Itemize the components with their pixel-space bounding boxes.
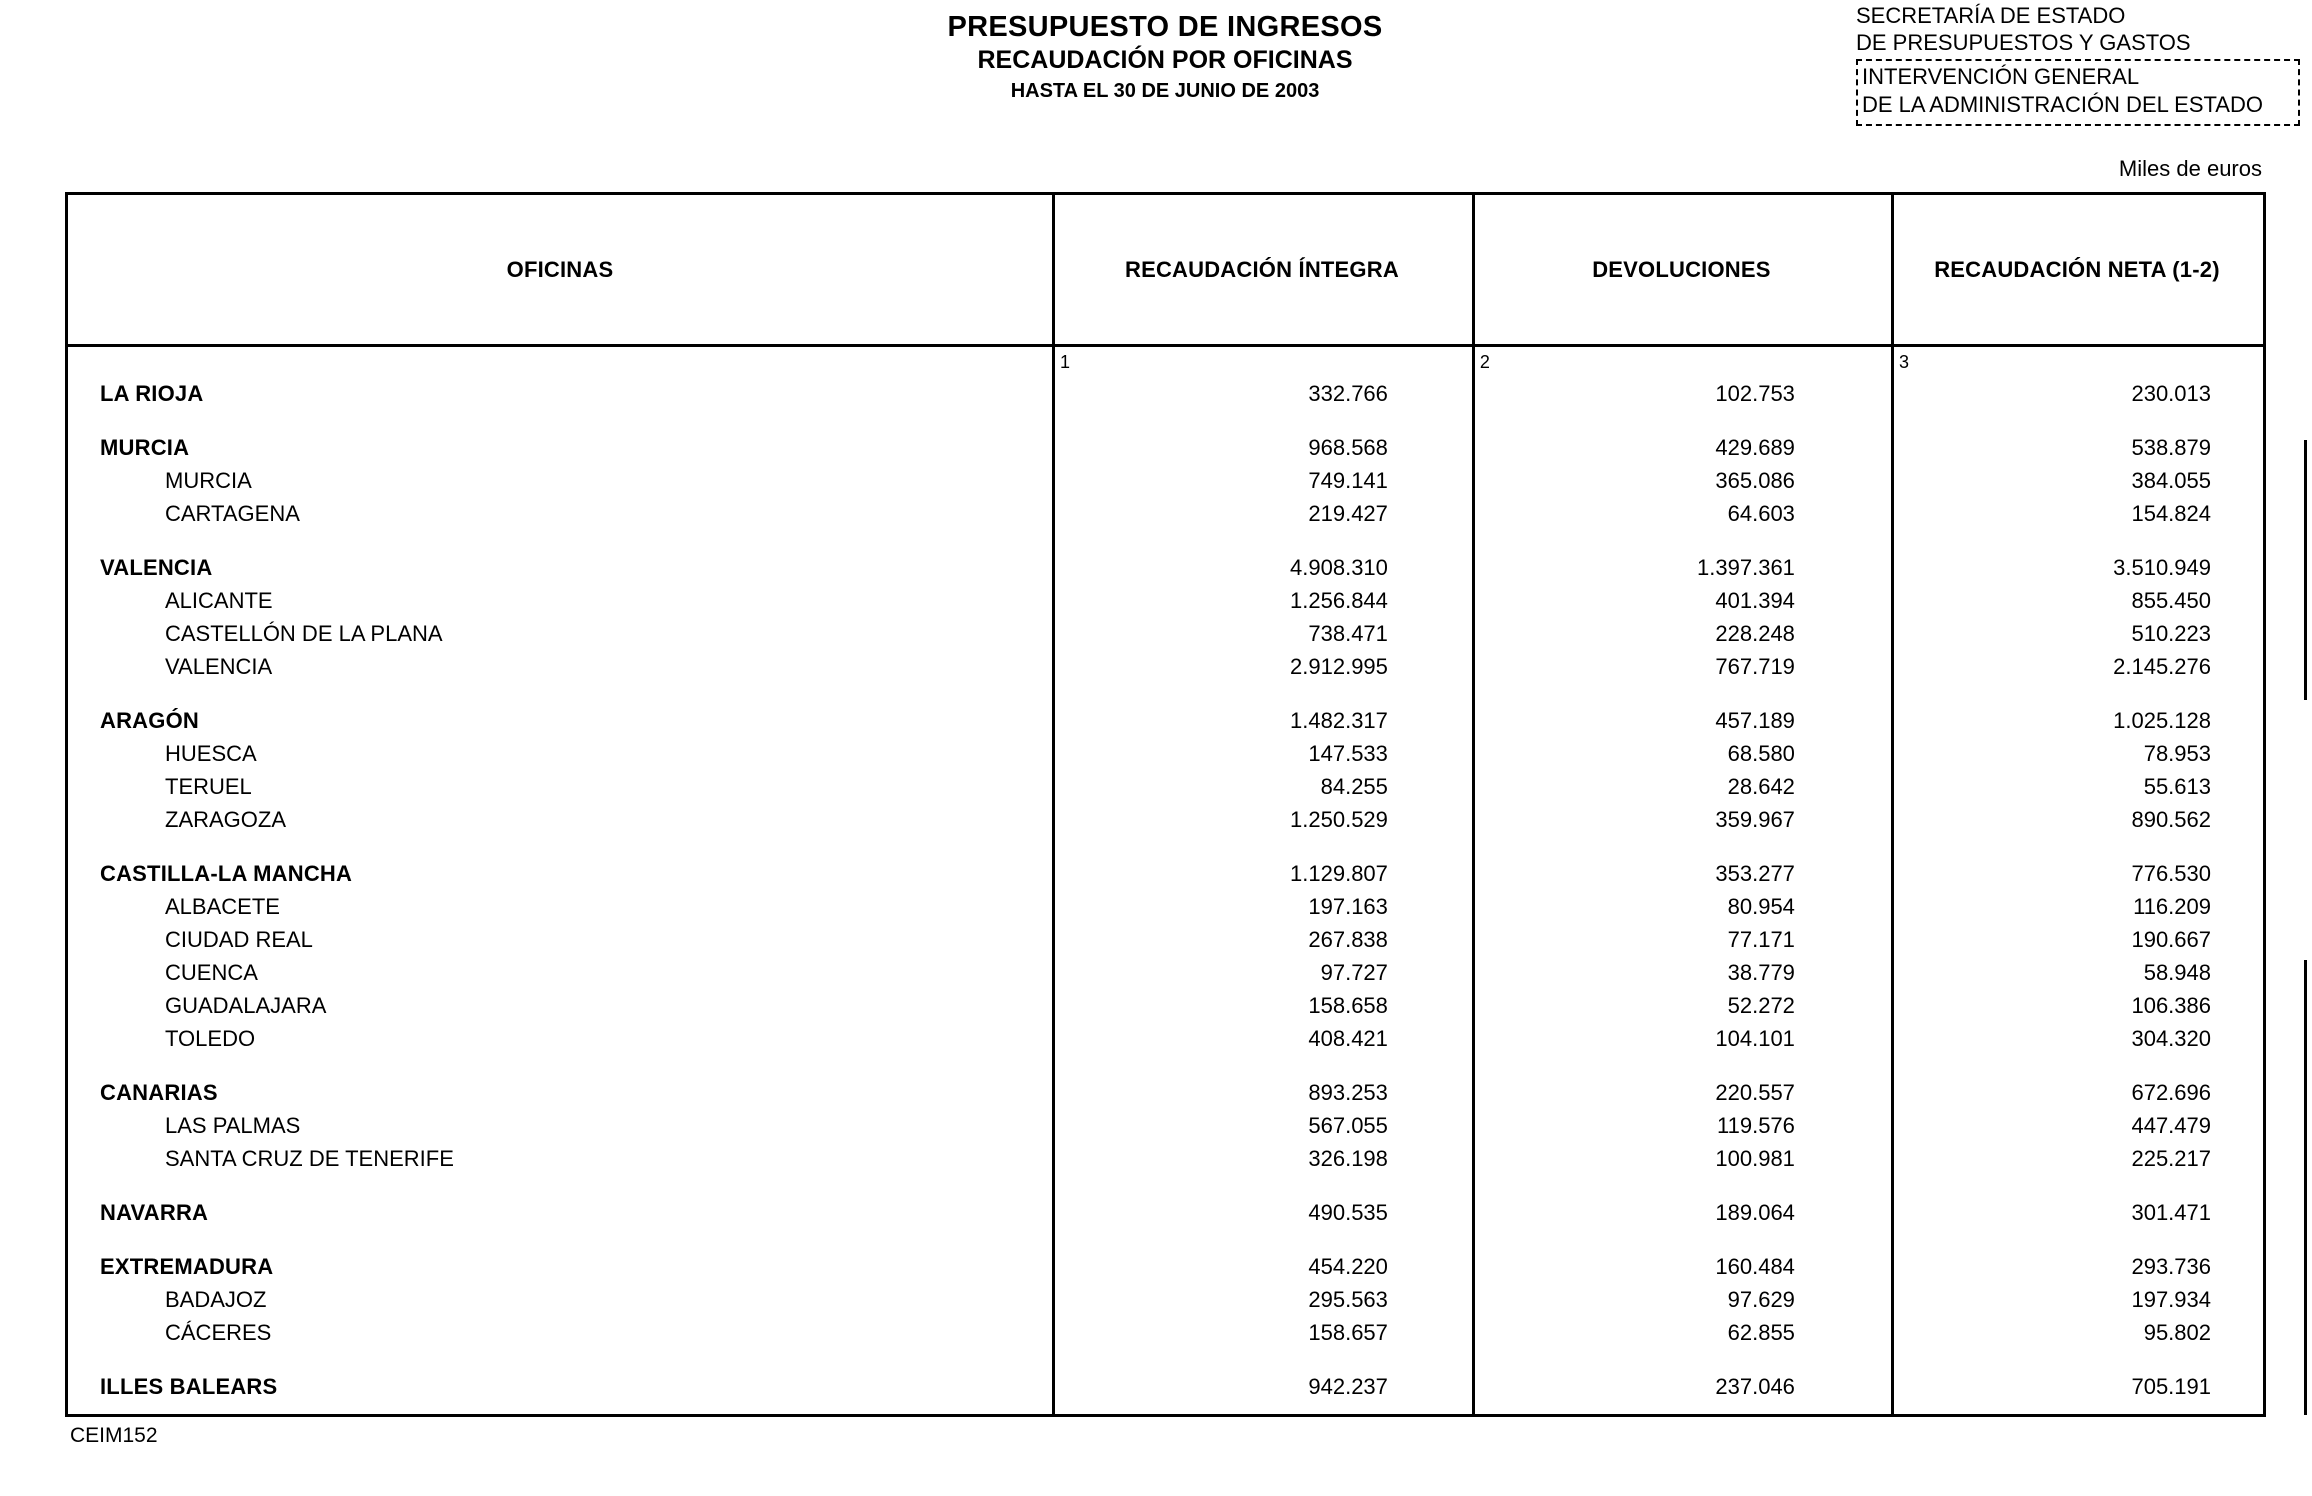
org-name-line1: SECRETARÍA DE ESTADO (1856, 3, 2126, 28)
devoluciones-cell: 457.189 (1715, 707, 1795, 733)
recaudacion-integra-cell: 1.250.529 (1290, 806, 1388, 832)
devoluciones-cell: 359.967 (1715, 806, 1795, 832)
org-stamp-box (1856, 59, 2300, 126)
recaudacion-integra-cell: 158.657 (1308, 1319, 1388, 1345)
recaudacion-neta-cell: 538.879 (2131, 434, 2211, 460)
devoluciones-cell: 100.981 (1715, 1145, 1795, 1171)
recaudacion-neta-cell: 78.953 (2143, 740, 2211, 766)
column-footnote-marker-1: 1 (1060, 352, 1071, 372)
recaudacion-integra-cell: 893.253 (1308, 1079, 1388, 1105)
scan-edge-artifact (2304, 440, 2307, 700)
scan-edge-artifact (2304, 960, 2307, 1415)
devoluciones-cell: 365.086 (1715, 467, 1795, 493)
recaudacion-neta-cell: 447.479 (2131, 1112, 2211, 1138)
table-row (68, 890, 2263, 923)
office-name-cell: CIUDAD REAL (165, 926, 313, 952)
table-row (68, 989, 2263, 1022)
office-name-cell: BADAJOZ (165, 1286, 267, 1312)
document-title: PRESUPUESTO DE INGRESOS (947, 11, 1383, 43)
devoluciones-cell: 68.580 (1727, 740, 1795, 766)
office-name-cell: ALICANTE (165, 587, 273, 613)
recaudacion-integra-cell: 1.256.844 (1290, 587, 1388, 613)
devoluciones-cell: 104.101 (1715, 1025, 1795, 1051)
devoluciones-cell: 80.954 (1727, 893, 1795, 919)
devoluciones-cell: 64.603 (1727, 500, 1795, 526)
recaudacion-integra-cell: 147.533 (1308, 740, 1388, 766)
table-row (68, 923, 2263, 956)
devoluciones-cell: 189.064 (1715, 1199, 1795, 1225)
recaudacion-neta-cell: 855.450 (2131, 587, 2211, 613)
recaudacion-neta-cell: 301.471 (2131, 1199, 2211, 1225)
devoluciones-cell: 160.484 (1715, 1253, 1795, 1279)
recaudacion-neta-cell: 230.013 (2131, 380, 2211, 406)
office-name-cell: CARTAGENA (165, 500, 300, 526)
office-name-cell: ZARAGOZA (165, 806, 287, 832)
org-stamp-line1: INTERVENCIÓN GENERAL (1862, 64, 2140, 89)
recaudacion-neta-cell: 293.736 (2131, 1253, 2211, 1279)
office-name-cell: GUADALAJARA (165, 992, 327, 1018)
office-name-cell: MURCIA (165, 467, 252, 493)
devoluciones-cell: 119.576 (1717, 1112, 1795, 1138)
recaudacion-integra-cell: 197.163 (1308, 893, 1388, 919)
recaudacion-integra-cell: 454.220 (1308, 1253, 1388, 1279)
units-label: Miles de euros (2118, 156, 2262, 181)
table-body (68, 347, 2263, 1414)
document-title-block (665, 10, 1665, 104)
recaudacion-integra-cell: 567.055 (1308, 1112, 1388, 1138)
recaudacion-integra-cell: 1.129.807 (1290, 860, 1388, 886)
office-name-cell: SANTA CRUZ DE TENERIFE (165, 1145, 454, 1171)
table-row (68, 584, 2263, 617)
devoluciones-cell: 429.689 (1715, 434, 1795, 460)
table-row (68, 1109, 2263, 1142)
table-row (68, 1022, 2263, 1055)
column-header-recaudacion-neta: RECAUDACIÓN NETA (1-2) (1934, 256, 2220, 282)
table-row (68, 650, 2263, 683)
office-name-cell: CANARIAS (100, 1079, 218, 1105)
recaudacion-neta-cell: 106.386 (2131, 992, 2211, 1018)
office-name-cell: CUENCA (165, 959, 258, 985)
recaudacion-integra-cell: 2.912.995 (1290, 653, 1388, 679)
recaudacion-integra-cell: 749.141 (1308, 467, 1388, 493)
devoluciones-cell: 401.394 (1715, 587, 1795, 613)
office-name-cell: CASTILLA-LA MANCHA (100, 860, 353, 886)
devoluciones-cell: 1.397.361 (1697, 554, 1795, 580)
devoluciones-cell: 228.248 (1715, 620, 1795, 646)
devoluciones-cell: 38.779 (1727, 959, 1795, 985)
document-subtitle: RECAUDACIÓN POR OFICINAS (977, 46, 1353, 74)
office-name-cell: ARAGÓN (100, 707, 199, 733)
office-name-cell: HUESCA (165, 740, 257, 766)
devoluciones-cell: 97.629 (1727, 1286, 1795, 1312)
recaudacion-integra-cell: 326.198 (1308, 1145, 1388, 1171)
office-name-cell: CASTELLÓN DE LA PLANA (165, 620, 443, 646)
table-row (68, 1196, 2263, 1229)
recaudacion-neta-cell: 304.320 (2131, 1025, 2211, 1051)
recaudacion-neta-cell: 1.025.128 (2113, 707, 2211, 733)
devoluciones-cell: 767.719 (1715, 653, 1795, 679)
devoluciones-cell: 52.272 (1727, 992, 1795, 1018)
column-header-oficinas: OFICINAS (506, 256, 614, 282)
office-name-cell: EXTREMADURA (100, 1253, 274, 1279)
recaudacion-neta-cell: 197.934 (2131, 1286, 2211, 1312)
devoluciones-cell: 77.171 (1727, 926, 1795, 952)
column-footnote-marker-2: 2 (1479, 352, 1490, 372)
office-name-cell: MURCIA (100, 434, 190, 460)
recaudacion-integra-cell: 97.727 (1320, 959, 1388, 985)
recaudacion-integra-cell: 738.471 (1308, 620, 1388, 646)
devoluciones-cell: 62.855 (1727, 1319, 1795, 1345)
document-period: HASTA EL 30 DE JUNIO DE 2003 (1010, 80, 1320, 102)
org-name-line2: DE PRESUPUESTOS Y GASTOS (1856, 30, 2191, 55)
devoluciones-cell: 353.277 (1715, 860, 1795, 886)
recaudacion-integra-cell: 332.766 (1308, 380, 1388, 406)
table-row (68, 1316, 2263, 1349)
recaudacion-neta-cell: 190.667 (2131, 926, 2211, 952)
recaudacion-neta-cell: 154.824 (2131, 500, 2211, 526)
office-name-cell: VALENCIA (165, 653, 273, 679)
office-name-cell: ALBACETE (165, 893, 280, 919)
column-header-devoluciones: DEVOLUCIONES (1592, 256, 1771, 282)
office-name-cell: VALENCIA (100, 554, 213, 580)
recaudacion-neta-cell: 55.613 (2143, 773, 2211, 799)
table-row (68, 497, 2263, 530)
office-name-cell: ILLES BALEARS (100, 1373, 278, 1399)
recaudacion-neta-cell: 95.802 (2143, 1319, 2211, 1345)
table-row (68, 704, 2263, 737)
table-row (68, 1283, 2263, 1316)
recaudacion-neta-cell: 705.191 (2131, 1373, 2211, 1399)
recaudacion-neta-cell: 2.145.276 (2113, 653, 2211, 679)
recaudacion-neta-cell: 3.510.949 (2113, 554, 2211, 580)
table-row (68, 956, 2263, 989)
office-name-cell: LAS PALMAS (165, 1112, 301, 1138)
recaudacion-neta-cell: 510.223 (2131, 620, 2211, 646)
recaudacion-neta-cell: 384.055 (2131, 467, 2211, 493)
org-stamp-line2: DE LA ADMINISTRACIÓN DEL ESTADO (1862, 92, 2263, 117)
office-name-cell: CÁCERES (165, 1319, 272, 1345)
office-name-cell: TOLEDO (165, 1025, 256, 1051)
office-name-cell: LA RIOJA (100, 380, 204, 406)
recaudacion-neta-cell: 890.562 (2131, 806, 2211, 832)
recaudacion-integra-cell: 942.237 (1308, 1373, 1388, 1399)
recaudacion-integra-cell: 4.908.310 (1290, 554, 1388, 580)
table-row (68, 770, 2263, 803)
table-header-row (68, 195, 2263, 347)
recaudacion-neta-cell: 58.948 (2143, 959, 2211, 985)
devoluciones-cell: 102.753 (1715, 380, 1795, 406)
table-row (68, 1370, 2263, 1403)
table-row (68, 1142, 2263, 1175)
devoluciones-cell: 237.046 (1715, 1373, 1795, 1399)
table-row (68, 857, 2263, 890)
form-code: CEIM152 (70, 1424, 158, 1447)
organization-block (1856, 2, 2300, 126)
table-row (68, 1076, 2263, 1109)
table-row (68, 1250, 2263, 1283)
recaudacion-neta-cell: 225.217 (2131, 1145, 2211, 1171)
table-row (68, 737, 2263, 770)
recaudacion-neta-cell: 672.696 (2131, 1079, 2211, 1105)
table-row (68, 617, 2263, 650)
recaudacion-neta-cell: 116.209 (2133, 893, 2211, 919)
devoluciones-cell: 28.642 (1727, 773, 1795, 799)
recaudacion-integra-cell: 158.658 (1308, 992, 1388, 1018)
column-footnote-marker-3: 3 (1898, 352, 1909, 372)
recaudacion-integra-cell: 267.838 (1308, 926, 1388, 952)
table-row (68, 464, 2263, 497)
recaudacion-integra-cell: 295.563 (1308, 1286, 1388, 1312)
office-name-cell: NAVARRA (100, 1199, 209, 1225)
column-header-recaudacion-integra: RECAUDACIÓN ÍNTEGRA (1125, 256, 1399, 282)
office-name-cell: TERUEL (165, 773, 252, 799)
table-row (68, 803, 2263, 836)
table-row (68, 431, 2263, 464)
table-row (68, 551, 2263, 584)
revenue-table (65, 192, 2266, 1417)
recaudacion-integra-cell: 408.421 (1308, 1025, 1388, 1051)
recaudacion-integra-cell: 490.535 (1308, 1199, 1388, 1225)
recaudacion-integra-cell: 219.427 (1308, 500, 1388, 526)
devoluciones-cell: 220.557 (1715, 1079, 1795, 1105)
recaudacion-integra-cell: 84.255 (1320, 773, 1388, 799)
recaudacion-neta-cell: 776.530 (2131, 860, 2211, 886)
recaudacion-integra-cell: 1.482.317 (1290, 707, 1388, 733)
recaudacion-integra-cell: 968.568 (1308, 434, 1388, 460)
table-row (68, 377, 2263, 410)
